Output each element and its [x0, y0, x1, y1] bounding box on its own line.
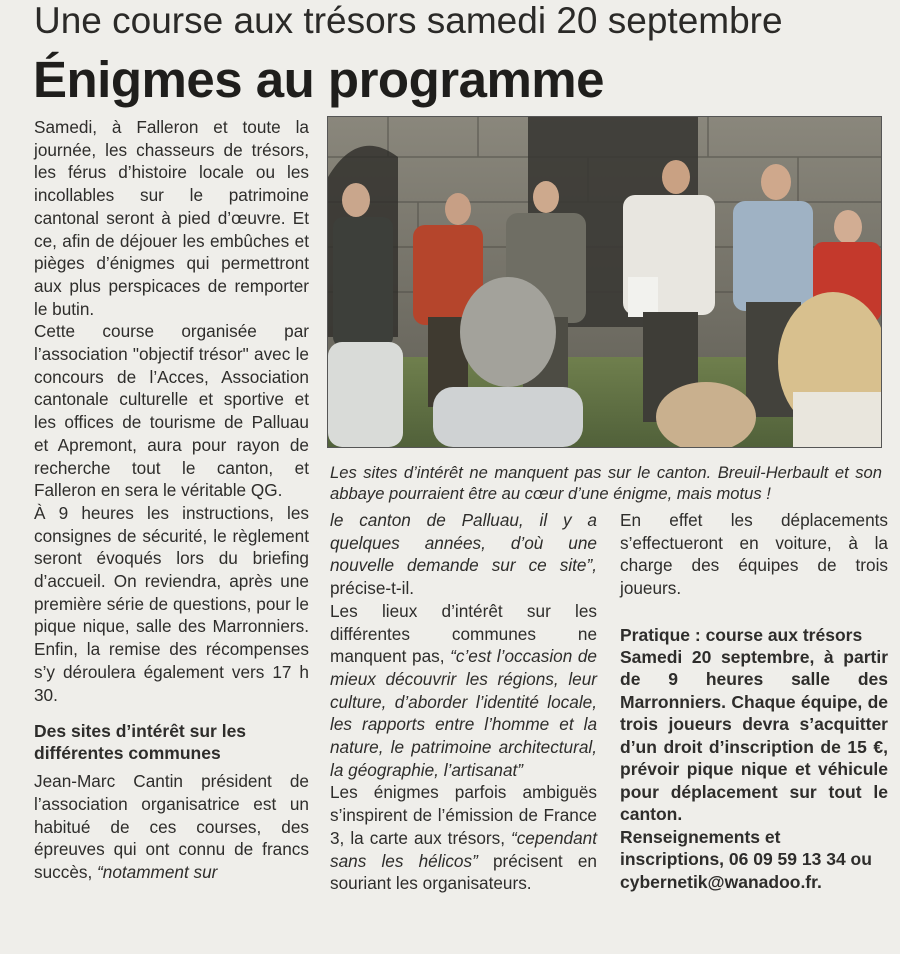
quote-text: “cependant sans les hélicos” [330, 827, 597, 871]
paragraph: Samedi, à Falleron et toute la journée, les chasseurs de trésors, les férus d’histoire locale ou les incollables sur le patrimoine cantonal seront à pied d’œuvre. Et ce, afin de déjouer les embûches et pièges d’énigmes qui permettront aux plus perspicaces de remporter le butin. [34, 117, 309, 319]
quote-text: “notamment sur [97, 862, 218, 883]
paragraph [34, 770, 309, 884]
practical-info-body: Samedi 20 septembre, à partir de 9 heures salle des Marronniers. Chaque équipe, de trois joueurs devra s’acquitter d’un droit d’inscription de 15 €, prévoir pique nique et véhicule pour déplacement sur tout le canton. [620, 646, 888, 825]
paragraph [330, 781, 597, 895]
photo-caption: Les sites d’intérêt ne manquent pas sur le canton. Breuil-Herbault et son abbaye pourraient être au cœur d’une énigme, mais motus ! [330, 463, 882, 503]
article-kicker: Une course aux trésors samedi 20 septembre [34, 0, 783, 41]
practical-info-heading: Pratique : course aux trésors [620, 624, 863, 645]
article-column-1 [34, 116, 309, 884]
paragraph-text: Les énigmes parfois ambiguës s’inspirent de l’émission de France 3, la carte aux trésors, [330, 782, 597, 848]
quote-text: “c’est l’occasion de mieux découvrir les régions, leur culture, d’aborder l’identité locale, les rapports entre l’homme et la nature, le patrimoine architectural, la géographie, l’artisanat” [330, 646, 597, 780]
paragraph: Cette course organisée par l’association "objectif trésor" avec le concours de l’Acces, Association cantonale culturelle et sportive et les offices de tourisme de Palluau et Apremont, aura pour rayon de recherche tout le canton, et Falleron en sera le véritable QG. [34, 321, 309, 501]
quote-text: le canton de Palluau, il y a quelques années, d’où une nouvelle demande sur ce site”, [330, 510, 597, 576]
paragraph [330, 509, 597, 600]
article-photo [327, 116, 882, 448]
paragraph-text: précise-t-il. [330, 578, 415, 599]
article-column-2 [330, 509, 597, 895]
paragraph: En effet les déplacements s’effectueront en voiture, à la charge des équipes de trois joueurs. [620, 510, 888, 599]
paragraph: À 9 heures les instructions, les consignes de sécurité, le règlement seront évoqués lors du briefing d’accueil. On reviendra, après une première série de questions, pour le pique nique, salle des Marronniers. Enfin, la remise des récompenses s’y déroulera également vers 17 h 30. [34, 502, 309, 705]
paragraph [330, 600, 597, 782]
paragraph-text: Les lieux d’intérêt sur les différentes communes ne manquent pas, [330, 600, 597, 667]
article-column-3 [620, 509, 888, 893]
article-headline: Énigmes au programme [33, 51, 604, 108]
section-subhead: Des sites d’intérêt sur les différentes communes [34, 721, 247, 764]
contact-info: Renseignements et inscriptions, 06 09 59 13 34 ou cybernetik@wanadoo.fr. [620, 826, 872, 892]
paragraph-text: Jean-Marc Cantin président de l’association organisatrice est un habitué de ces courses, des épreuves qui ont connu de francs succès, [34, 771, 309, 883]
paragraph-text: précisent en souriant les organisateurs. [330, 850, 597, 894]
